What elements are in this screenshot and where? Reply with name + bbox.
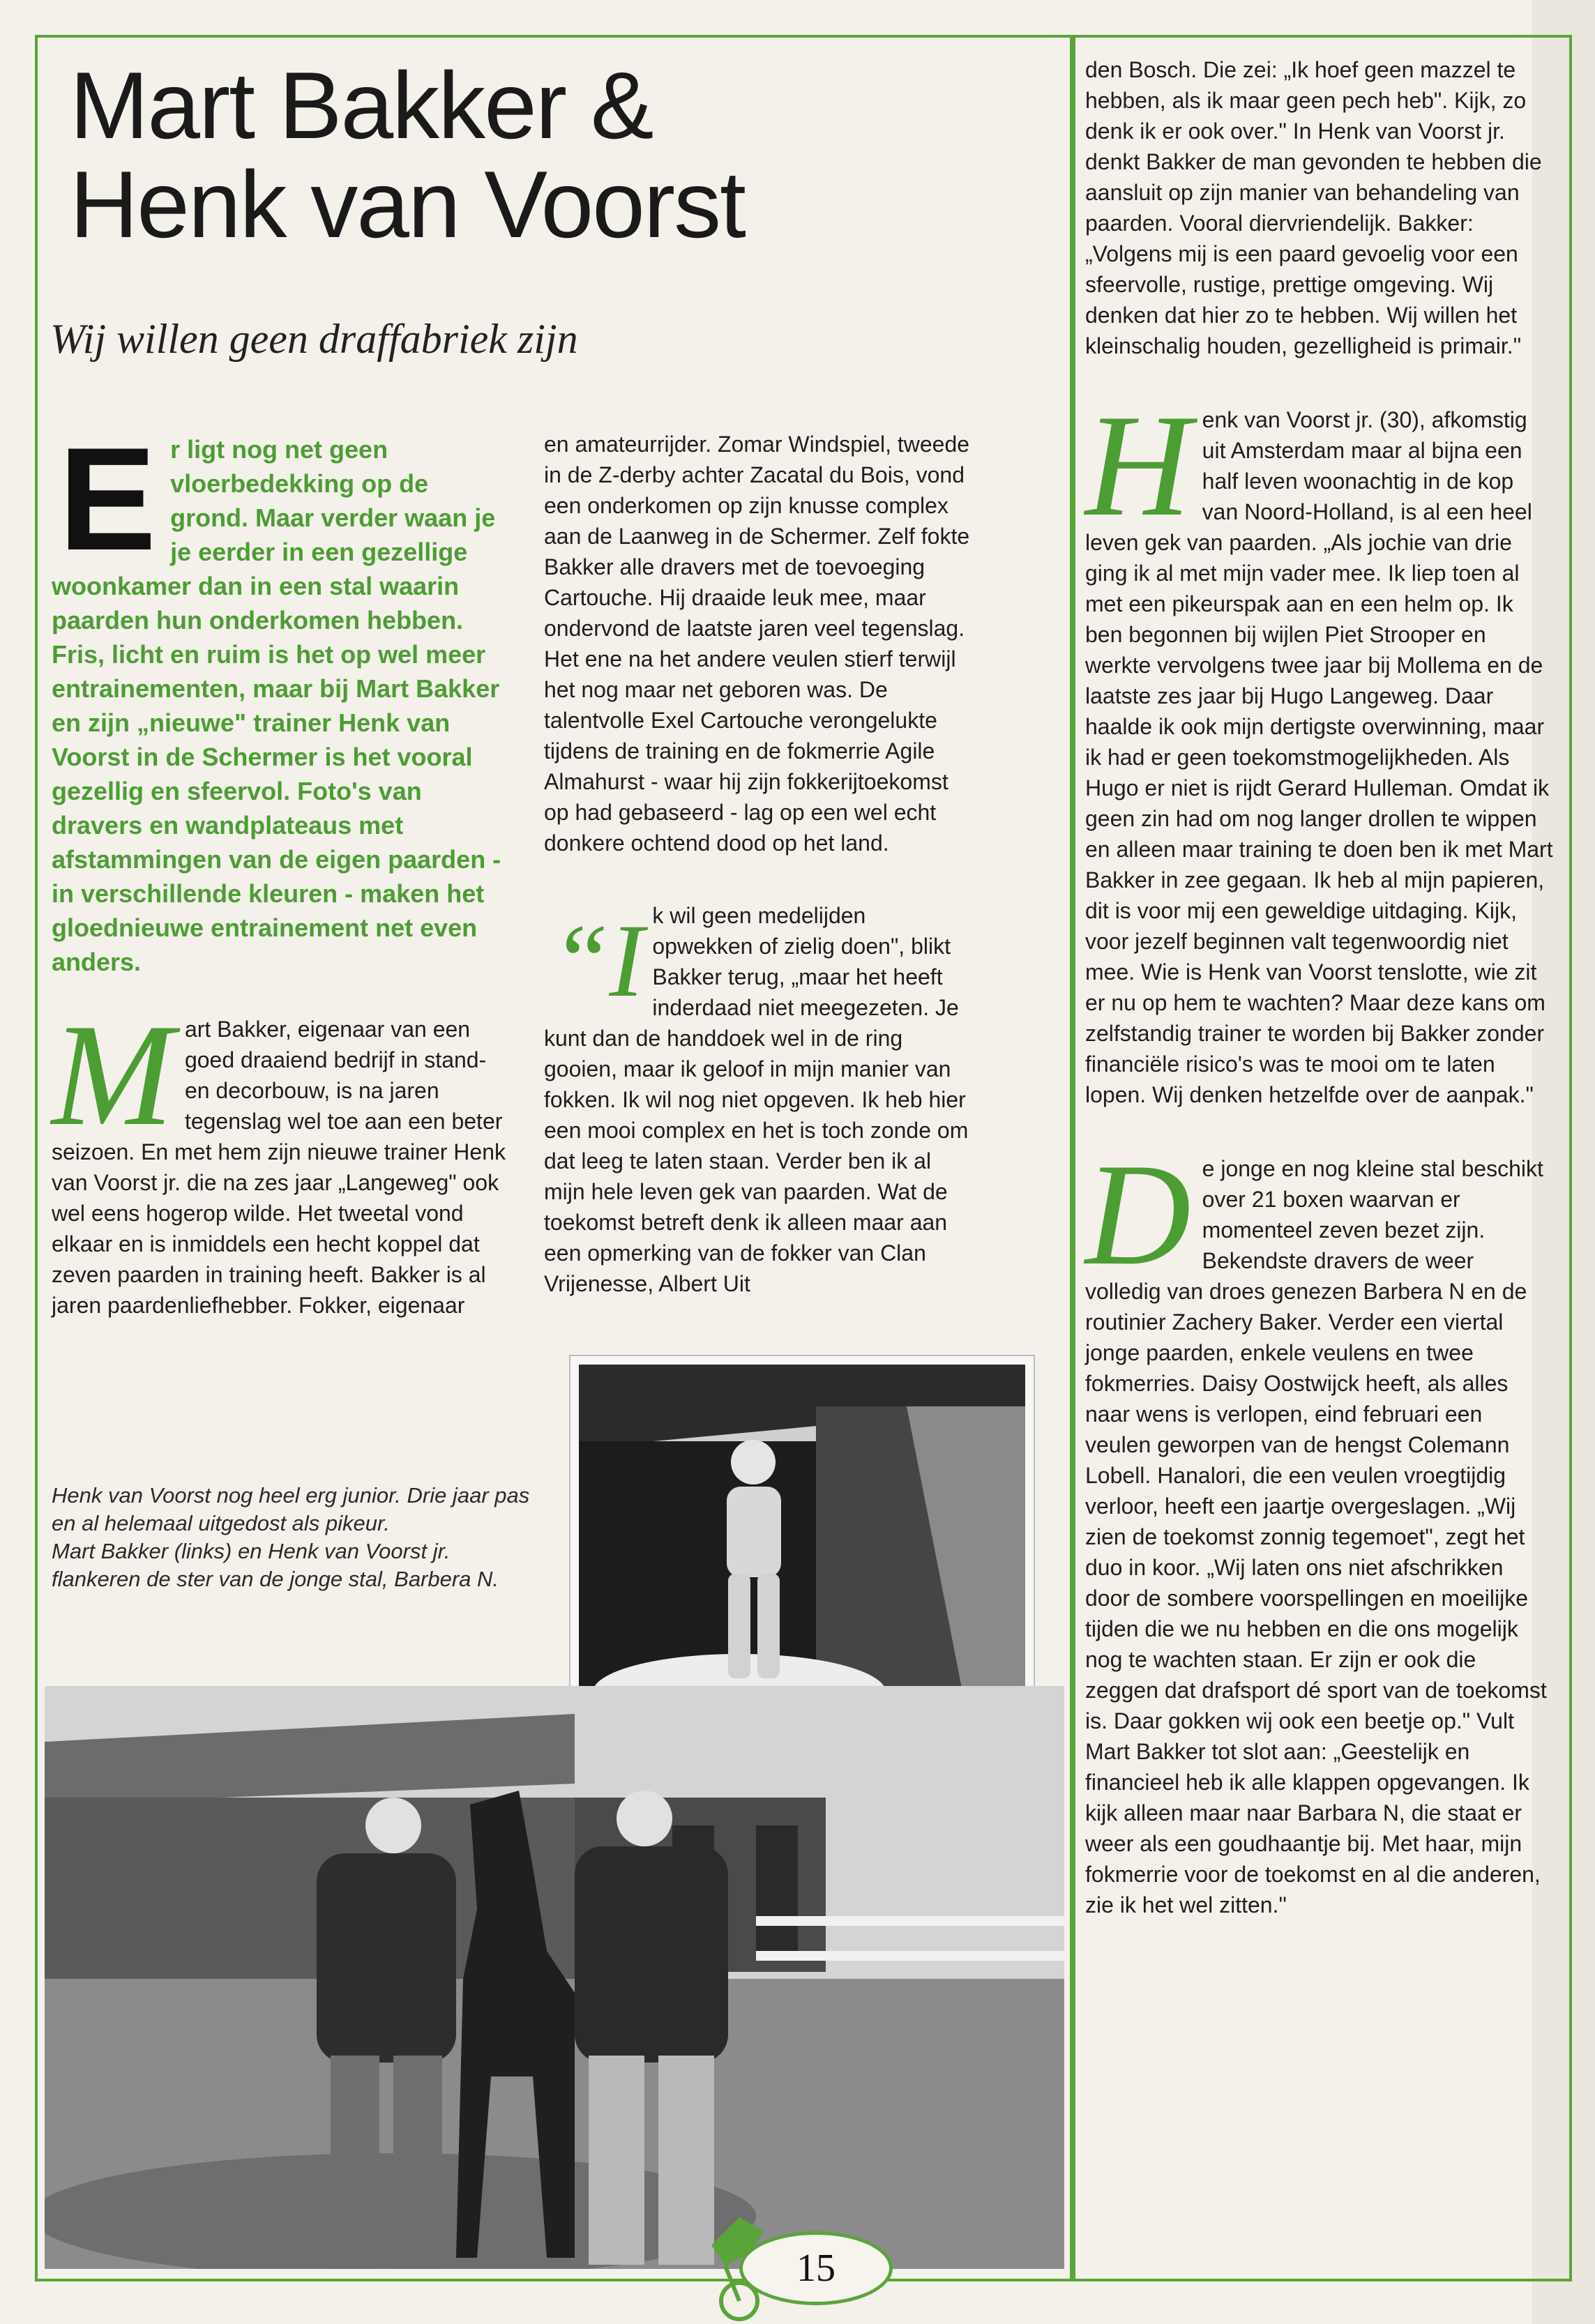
caption-child: Henk van Voorst nog heel erg junior. Drie jaar pas en al helemaal uitgedost als pikeur. bbox=[52, 1483, 530, 1535]
body-text-4: enk van Voorst jr. (30), afkomstig uit Amsterdam maar al bijna een half leven woonachtig in de kop van Noord-Holland, is al een heel leven gek van paarden. „Als jochie van drie ging ik al met mijn vader mee. Ik liep toen al met een pikeurspak aan en een helm op. Ik ben begonnen bij wijlen Piet Strooper en werkte vervolgens twee jaar bij Mollema en de laatste zes jaar bij Hugo Langeweg. Daar haalde ik ook mijn dertigste overwinning, maar ik had er geen toekomstmogelijkheden. Als Hugo er niet is rijdt Gerard Hulleman. Omdat ik geen zin had om nog langer drollen te wippen en alleen maar training te doen ben ik met Mart Bakker in zee gegaan. Ik heb al mijn papieren, dit is voor mij een geweldige uitdaging. Kijk, voor jezelf beginnen valt tegenwoordig niet mee. Wie is Henk van Voorst tenslotte, wie zit er nu op hem te wachten? Maar deze kans om zelfstandig trainer te worden bij Bakker zonder financiële risico's was te mooi om te laten lopen. Wij denken hetzelfde over de aanpak." bbox=[1085, 407, 1553, 1107]
quote-text: k wil geen medelijden opwekken of zielig doen", blikt Bakker terug, „maar het heeft inderdaad niet meegezeten. Je kunt dan de handdoek wel in de ring gooien, maar ik geloof in mijn manier van fokken. Ik wil nog niet opgeven. Ik heb hier een mooi complex en het is toch zonde om dat leeg te laten staan. Verder ben ik al mijn hele leven gek van paarden. Wat de toekomst betreft denk ik alleen maar aan een opmerking van de fokker van Clan Vrijenesse, Albert Uit bbox=[544, 903, 969, 1296]
page-number-badge bbox=[697, 2203, 879, 2322]
column-1 bbox=[52, 417, 509, 1321]
lead-drop-cap: E bbox=[59, 417, 157, 581]
body-text-1: art Bakker, eigenaar van een goed draaiend bedrijf in stand- en decorbouw, is na jaren tegenslag wel toe aan een beter seizoen. En met hem zijn nieuwe trainer Henk van Voorst jr. die na zes jaar „Langeweg" ook wel eens hogerop wilde. Het tweetal vond elkaar en is inmiddels een hecht koppel dat zeven paarden in training heeft. Bakker is al jaren paardenliefhebber. Fokker, eigenaar bbox=[52, 1017, 506, 1318]
title-line-1: Mart Bakker & bbox=[70, 52, 653, 158]
photo-captions bbox=[52, 1482, 533, 1593]
body-paragraph-4 bbox=[1085, 385, 1554, 1110]
drop-cap-quote: “I bbox=[551, 903, 644, 1019]
body-paragraph-5 bbox=[1085, 1134, 1554, 1920]
article-title bbox=[70, 52, 745, 257]
lead-text: r ligt nog net geen vloerbedekking op de grond. Maar verder waan je je eerder in een gezellige woonkamer dan in een stal waarin paarden hun onderkomen hebben. Fris, licht en ruim is het op wel meer entrainementen, maar bij Mart Bakker en zijn „nieuwe" trainer Henk van Voorst in de Schermer is het vooral gezellig en sfeervol. Foto's van dravers en wandplateaus met afstammingen van de eigen paarden - in verschillende kleuren - maken het gloednieuwe entrainement net even anders. bbox=[52, 435, 501, 976]
page-number: 15 bbox=[739, 2231, 893, 2305]
drop-cap-d: D bbox=[1085, 1134, 1191, 1296]
lead-paragraph bbox=[52, 417, 509, 979]
body-text-5: e jonge en nog kleine stal beschikt over 21 boxen waarvan er momenteel zeven bezet zijn. Bekendste dravers de weer volledig van droes genezen Barbera N en de routinier Zachery Baker. Verder een viertal jonge paarden, enkele veulens en twee fokmerries. Daisy Oostwijck heeft, als alles naar wens is verlopen, eind februari een veulen geworpen van de hengst Colemann Lobell. Hanalori, die een veulen vroegtijdig verloor, heeft een jaartje overgeslagen. „Wij zien de toekomst zonnig tegemoet", zegt het duo in koor. „Wij laten ons niet afschrikken door de sombere voorspellingen en moeilijke tijden die we nu hebben en die ons mogelijk nog te wachten staan. Er zijn er ook die zeggen dat drafsport dé sport van de toekomst is. Daar gokken wij ook een beetje op." Vult Mart Bakker tot slot aan: „Geestelijk en financieel heb ik alle klappen opgevangen. Ik kijk alleen maar naar Barbara N, die staat er weer als een goudhaantje bij. Met haar, mijn fokmerrie voor de toekomst en al die anderen, zie ik het wel zitten." bbox=[1085, 1156, 1547, 1917]
article-subtitle: Wij willen geen draffabriek zijn bbox=[50, 316, 578, 362]
drop-cap-m: M bbox=[52, 994, 174, 1156]
body-paragraph-1 bbox=[52, 994, 509, 1321]
title-line-2: Henk van Voorst bbox=[70, 151, 745, 257]
men-photo-art bbox=[45, 1686, 1064, 2269]
body-paragraph-3: den Bosch. Die zei: „Ik hoef geen mazzel te hebben, als ik maar geen pech heb". Kijk, zo denk ik er ook over." In Henk van Voorst jr. denkt Bakker de man gevonden te hebben die aansluit op zijn manier van behandeling van paarden. Vooral diervriendelijk. Bakker: „Volgens mij is een paard gevoelig voor een sfeervolle, rustige, prettige omgeving. Wij denken dat hier zo te hebben. Wij willen het kleinschalig houden, gezelligheid is primair." bbox=[1085, 57, 1542, 358]
photo-men-with-horse bbox=[45, 1686, 1064, 2269]
body-paragraph-2: en amateurrijder. Zomar Windspiel, tweede in de Z-derby achter Zacatal du Bois, vond een onderkomen op zijn knusse complex aan de Laanweg in de Schermer. Zelf fokte Bakker alle dravers met de toevoeging Cartouche. Hij draaide leuk mee, maar ondervond de laatste jaren veel tegenslag. Het ene na het andere veulen stierf terwijl het nog maar net geboren was. De talentvolle Exel Cartouche verongelukte tijdens de training en de fokmerrie Agile Almahurst - waar hij zijn fokkerijtoekomst op had gebaseerd - lag op een wel echt donkere ochtend dood op het land. bbox=[544, 432, 970, 856]
column-3 bbox=[1085, 54, 1554, 1920]
drop-cap-h: H bbox=[1085, 385, 1191, 547]
caption-men: Mart Bakker (links) en Henk van Voorst jr. flankeren de ster van de jonge stal, Barbera N. bbox=[52, 1539, 499, 1591]
column-2 bbox=[544, 429, 971, 1299]
quote-paragraph bbox=[544, 900, 971, 1299]
